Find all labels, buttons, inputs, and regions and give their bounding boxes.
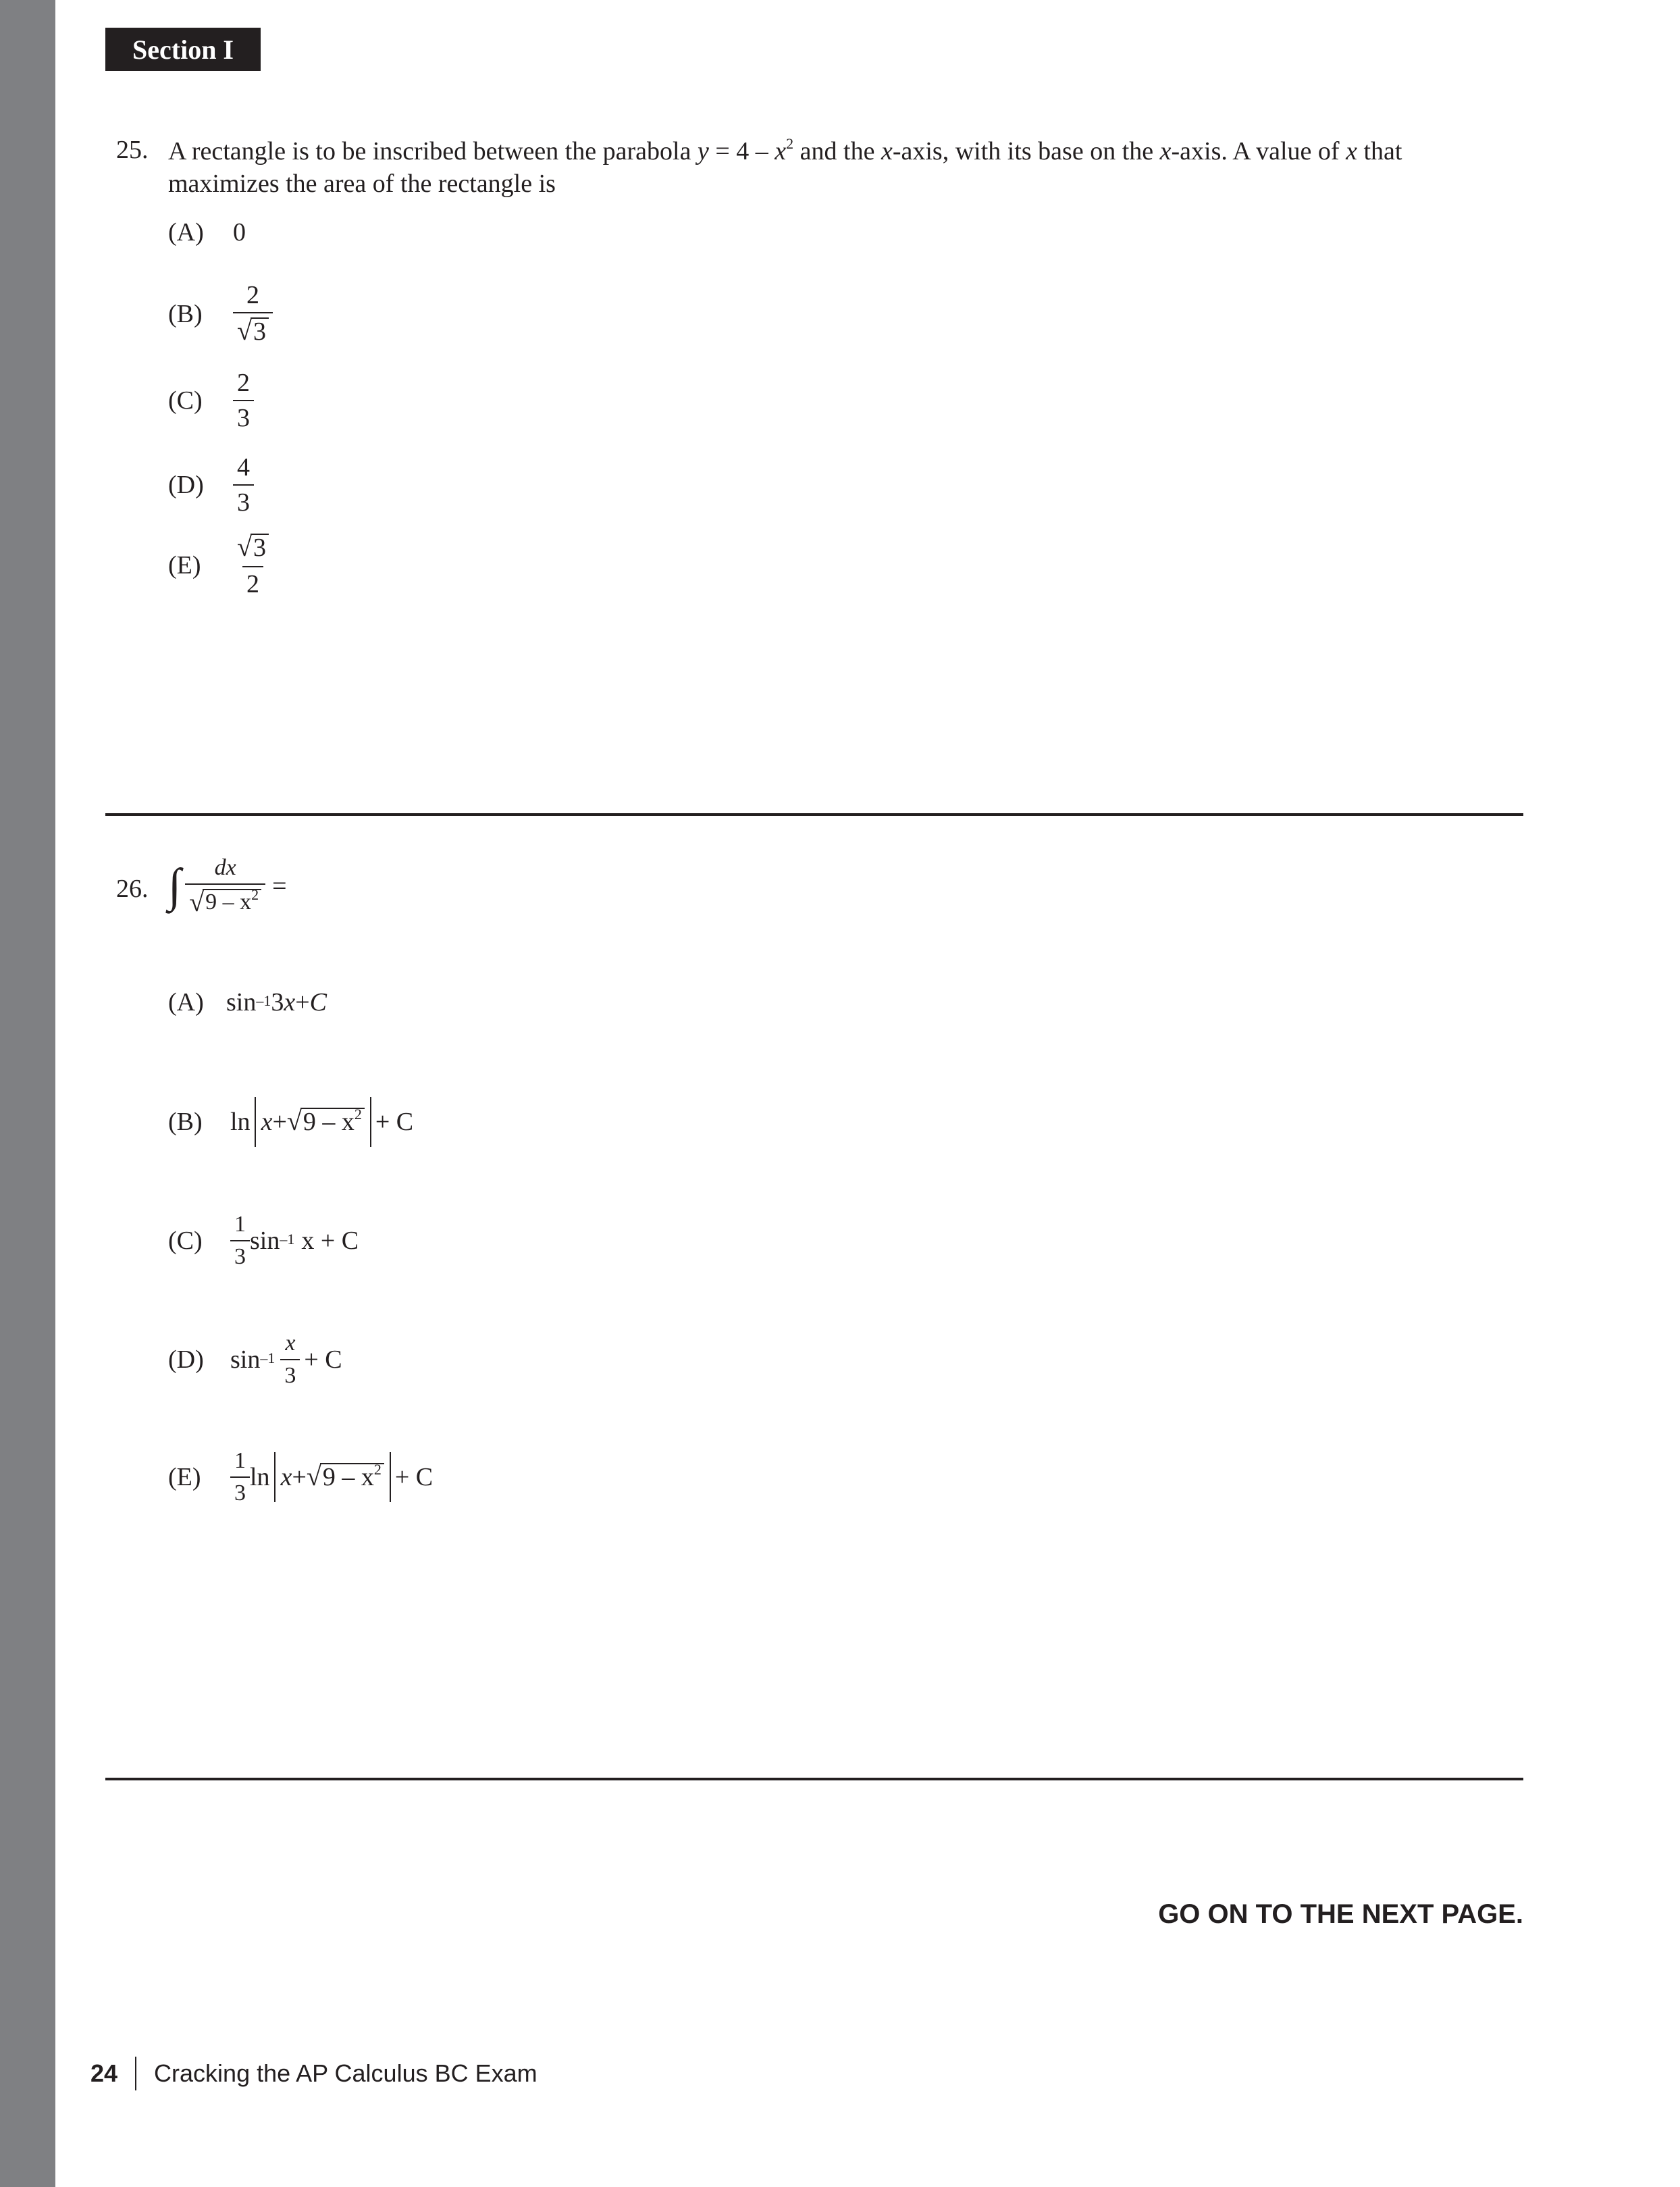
fraction: $\frac{4}{3}$ — [233, 455, 254, 515]
next-page-notice: GO ON TO THE NEXT PAGE. — [1158, 1899, 1523, 1929]
fraction: 2 √ 3 — [233, 282, 273, 346]
absolute-value: x + √ $9 - x^2$ — [274, 1452, 391, 1502]
choice-a[interactable]: (A) sin $^{-1}$ 3 x + C — [168, 988, 327, 1017]
divider — [105, 1778, 1523, 1780]
question-stem: A rectangle is to be inscribed between the parabola $y = 4 - x^2$ and the x-axis, with its base on the x-axis. A value of x that maximizes the area of the rectangle is — [168, 135, 1402, 198]
choice-d[interactable]: (D) sin $^{-1}$ $\frac{x}{3}$ + C — [168, 1331, 342, 1388]
choice-d[interactable]: (D) $\frac{4}{3}$ — [168, 455, 254, 515]
radical: √ 3 — [237, 534, 269, 562]
book-title: Cracking the AP Calculus BC Exam — [154, 2059, 537, 2087]
divider — [105, 813, 1523, 816]
choice-a[interactable]: (A) 0 — [168, 218, 246, 247]
absolute-value: x + √ $9 - x^2$ — [255, 1097, 371, 1147]
section-label: Section I — [105, 28, 261, 71]
choice-c[interactable]: (C) $\frac{2}{3}$ — [168, 370, 254, 431]
integral-expression: ∫ dx √ $9 - x^2$ = — [168, 855, 287, 917]
left-margin-bar — [0, 0, 55, 2187]
integral-sign-icon: ∫ — [168, 860, 182, 912]
choice-b[interactable]: (B) 2 √ 3 — [168, 282, 273, 346]
footer-divider — [135, 2057, 136, 2090]
fraction: $\frac{x}{3}$ — [280, 1332, 300, 1387]
fraction: dx √ $9 - x^2$ — [185, 856, 265, 916]
choice-b[interactable]: (B) ln x + √ $9 - x^2$ + C — [168, 1097, 413, 1147]
choice-e[interactable]: (E) √ 3 2 — [168, 534, 273, 597]
choice-c[interactable]: (C) $\frac{1}{3}$ sin $^{-1}$ x + C — [168, 1212, 359, 1269]
radical: √ 3 — [237, 317, 269, 346]
question-number: 26. — [116, 875, 149, 903]
radical: √ $9 - x^2$ — [189, 889, 261, 916]
radical: √ $9 - x^2$ — [307, 1463, 384, 1491]
fraction: √ 3 2 — [233, 534, 273, 597]
page-footer — [90, 2057, 537, 2090]
fraction: $\frac{1}{3}$ — [230, 1449, 250, 1505]
question-number: 25. — [116, 136, 149, 164]
radical: √ $9 - x^2$ — [287, 1108, 365, 1136]
choice-e[interactable]: (E) $\frac{1}{3}$ ln x + √ $9 - x^2$ + C — [168, 1448, 434, 1506]
fraction: $\frac{2}{3}$ — [233, 370, 254, 431]
fraction: $\frac{1}{3}$ — [230, 1213, 250, 1268]
page-number: 24 — [90, 2059, 118, 2087]
